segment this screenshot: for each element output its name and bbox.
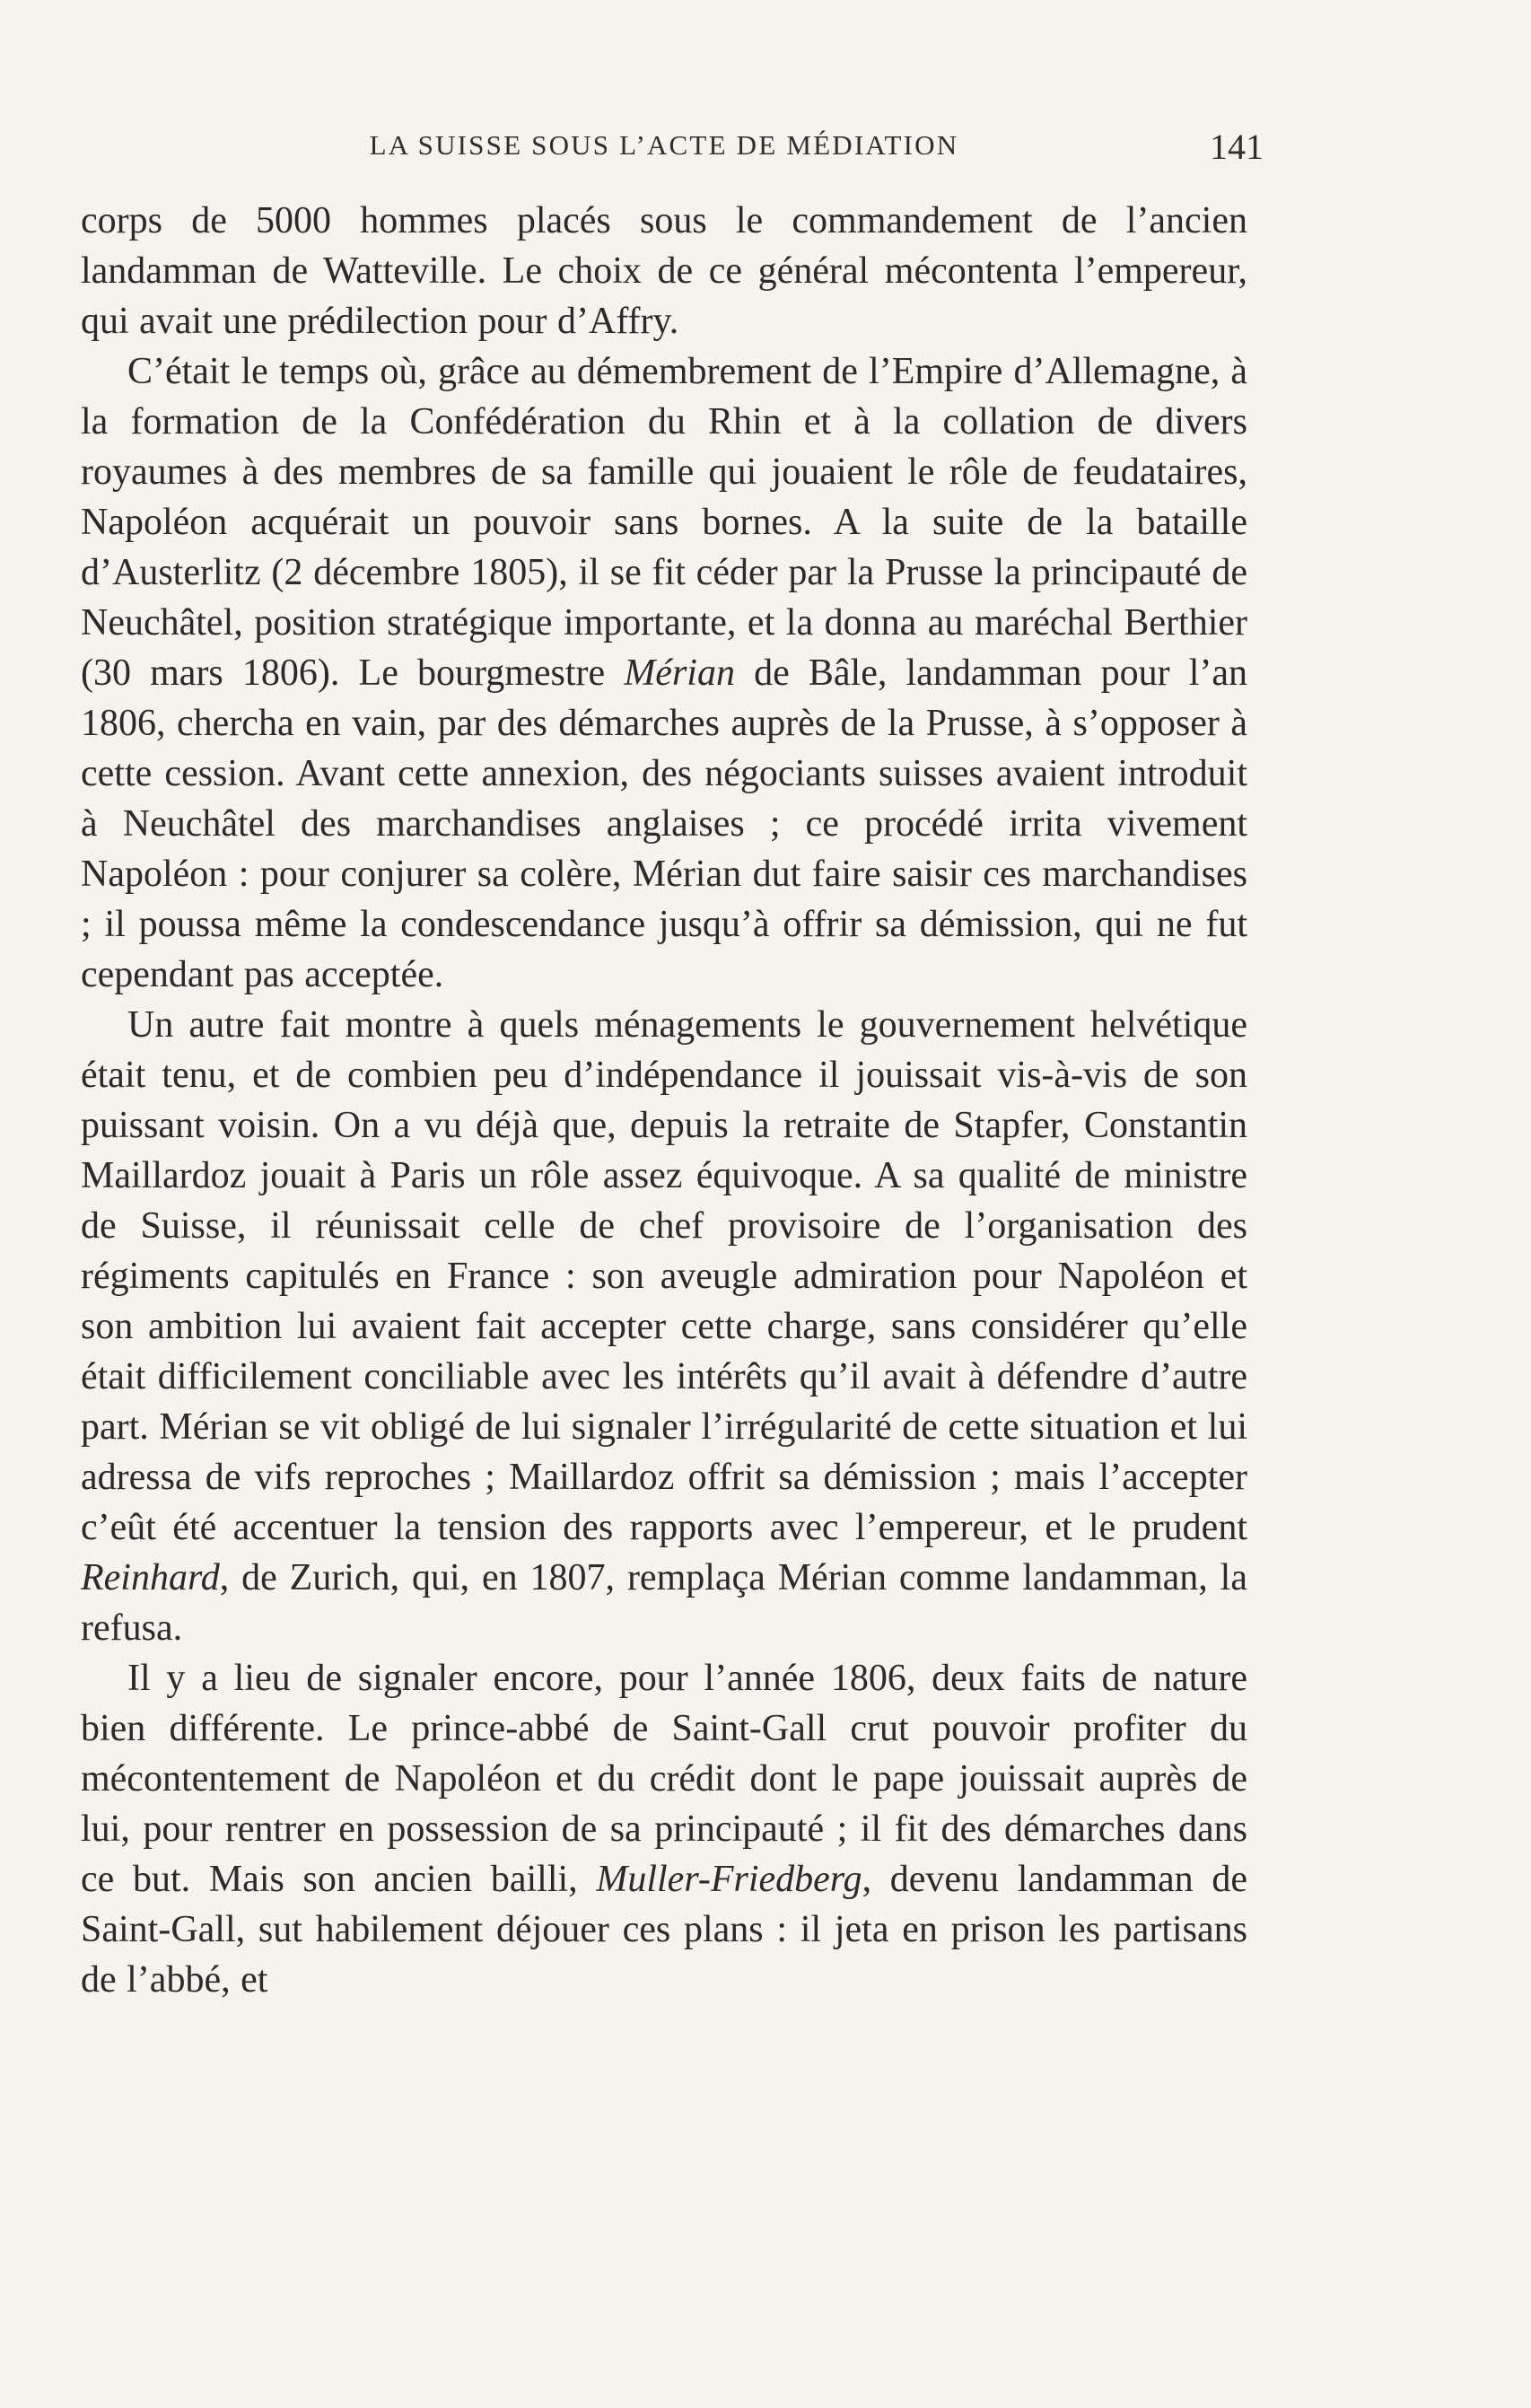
person-name-muller-friedberg: Muller-Friedberg	[596, 1859, 862, 1900]
text-segment: Il y a lieu de signaler encore, pour l’année 1806, deux faits de nature bien différente. Le prince-abbé de Saint-Gall crut pouvoir profiter du mécontentement de Napoléon et du crédit dont le pape jouissait auprès de lui, pour rentrer en possession de sa principauté ; il fit des démarches dans ce but. Mais son ancien bailli,	[81, 1658, 1247, 1900]
running-title: LA SUISSE SOUS L’ACTE DE MÉDIATION	[369, 129, 959, 161]
text-segment: corps de 5000 hommes placés sous le commandement de l’ancien landamman de Watteville. Le choix de ce général mécontenta l’empereur, qui avait une prédilection pour d’Affry.	[81, 200, 1247, 342]
paragraph-1	[81, 196, 1247, 346]
person-name-merian: Mérian	[624, 652, 735, 694]
paragraph-2	[81, 346, 1247, 1000]
paragraph-4	[81, 1653, 1247, 2005]
book-page	[81, 126, 1264, 2005]
paragraph-3	[81, 1000, 1247, 1653]
text-segment: C’était le temps où, grâce au démembrement de l’Empire d’Allemagne, à la formation de la Confédération du Rhin et à la collation de divers royaumes à des membres de sa famille qui jouaient le rôle de feudataires, Napoléon acquérait un pouvoir sans bornes. A la suite de la bataille d’Austerlitz (2 décembre 1805), il se fit céder par la Prusse la principauté de Neuchâtel, position stratégique importante, et la donna au maréchal Berthier (30 mars 1806). Le bourgmestre	[81, 351, 1247, 694]
body-text	[81, 196, 1247, 2005]
text-segment: , de Zurich, qui, en 1807, remplaça Mérian comme landamman, la refusa.	[81, 1557, 1247, 1649]
page-number: 141	[1210, 127, 1264, 167]
text-segment: , devenu landamman de Saint-Gall, sut habilement déjouer ces plans : il jeta en prison les partisans de l’abbé, et	[81, 1859, 1247, 2001]
person-name-reinhard: Reinhard	[81, 1557, 220, 1598]
text-segment: Un autre fait montre à quels ménagements le gouvernement helvétique était tenu, et de combien peu d’indépendance il jouissait vis-à-vis de son puissant voisin. On a vu déjà que, depuis la retraite de Stapfer, Constantin Maillardoz jouait à Paris un rôle assez équivoque. A sa qualité de ministre de Suisse, il réunissait celle de chef provisoire de l’organisation des régiments capitulés en France : son aveugle admiration pour Napoléon et son ambition lui avaient fait accepter cette charge, sans considérer qu’elle était difficilement conciliable avec les intérêts qu’il avait à défendre d’autre part. Mérian se vit obligé de lui signaler l’irrégularité de cette situation et lui adressa de vifs reproches ; Maillardoz offrit sa démission ; mais l’accepter c’eût été accentuer la tension des rapports avec l’empereur, et le prudent	[81, 1004, 1247, 1548]
running-header	[81, 126, 1264, 180]
text-segment: de Bâle, landamman pour l’an 1806, chercha en vain, par des démarches auprès de la Prusse, à s’opposer à cette cession. Avant cette annexion, des négociants suisses avaient introduit à Neuchâtel des marchandises anglaises ; ce procédé irrita vivement Napoléon : pour conjurer sa colère, Mérian dut faire saisir ces marchandises ; il poussa même la condescendance jusqu’à offrir sa démission, qui ne fut cependant pas acceptée.	[81, 652, 1248, 995]
